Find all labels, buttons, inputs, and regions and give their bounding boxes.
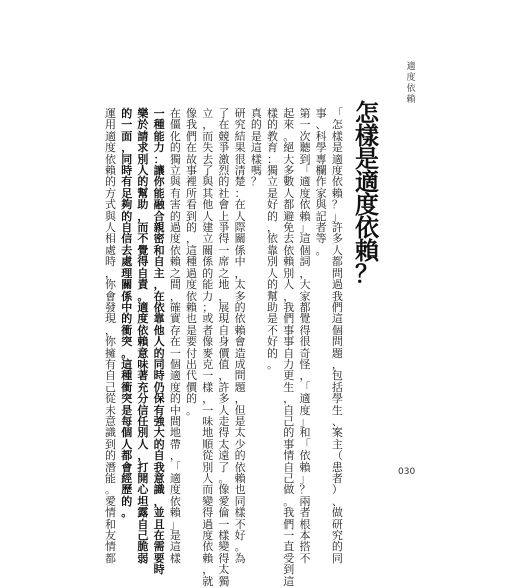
text-column: 一 種 能 力 ： 讓 你 能 融 合 親 密 和 自 主 ， 在 依 靠 他 人 的 同 時 仍 保 有 強 大 的 自 我 意 識 ， 並 且 在 需 要 時 [153,107,165,577]
text-column: 樣 的 教 育 ： 獨 立 是 好 的 ， 依 靠 別 人 的 幫 助 是 不 好 的 。 [267,107,279,371]
text-column: 樂 於 請 求 別 人 的 幫 助 ， 而 不 覺 得 自 責 。 適 度 依 賴 意 味 著 充 分 信 任 別 人 ， 打 開 心 坦 露 自 己 脆 弱 [137,107,149,565]
text-column: 事 、 科 學 專 欄 作 家 與 記 者 等 。 [315,107,327,257]
text-column: 「 怎 樣 是 適 度 依 賴 ？ 」 許 多 人 都 問 過 我 們 這 個 問 題 ， 包 括 學 生 、 案 主 （ 患 者 ） 、 做 研 究 的 同 [331,107,343,565]
text-column: 真 的 是 這 樣 嗎 ？ [250,107,262,189]
body-text [104,107,344,588]
running-header: 適 度 依 賴 [406,62,416,105]
text-column: 運 用 適 度 依 賴 的 方 式 與 人 相 處 時 ， 你 會 發 現 ， 你 擁 有 自 己 從 未 意 識 到 的 潛 能 。 愛 情 和 友 情 都 [105,107,116,565]
text-column: 的 一 面 ， 同 時 有 足 夠 的 自 信 去 處 理 關 係 中 的 衝 突 。 這 種 衝 突 是 每 個 人 都 會 經 歷 的 。 [121,107,133,520]
text-column: 研 究 結 果 很 清 楚 ： 在 人 際 關 係 中 ， 太 多 的 依 賴 會 造 成 問 題 ， 但 是 太 少 的 依 賴 也 同 樣 不 好 。 為 [234,107,246,565]
page-number: 030 [398,467,416,477]
text-column: 了 在 競 爭 激 烈 的 社 會 上 爭 得 一 席 之 地 ， 展 現 自 身 價 值 ， 許 多 人 走 得 太 遠 了 。 像 愛 倫 一 樣 變 得 太 獨 [218,107,230,588]
text-column: 立 ， 而 失 去 了 與 其 他 人 建 立 關 係 的 能 力 ； 或 者 像 麥 克 一 樣 ， 一 味 地 順 從 別 人 而 變 得 過 度 依 賴 ， 就 [202,107,214,588]
text-column: 像 我 們 在 故 事 裡 所 看 到 的 ， 這 種 過 度 依 賴 也 是 要 付 出 代 價 的 。 [186,107,198,417]
text-column: 起 來 。 絕 大 多 數 人 都 避 免 去 依 賴 別 人 ， 我 們 事 事 自 力 更 生 ， 自 己 的 事 情 自 己 做 。 我 們 一 直 受 到 這 [283,107,295,588]
section-title: 怎 樣 是 適 度 依 賴 ？ [355,99,379,288]
text-column: 在 僵 化 的 獨 立 與 有 害 的 過 度 依 賴 之 間 ， 確 實 存 在 一 個 適 度 的 中 間 地 帶 ， 「 適 度 依 賴 」 是 這 樣 [169,107,181,565]
text-column: 第 一 次 聽 到 「 適 度 依 賴 」 這 個 詞 ， 大 家 都 覺 得 很 奇 怪 ， 「 適 度 」 和 「 依 賴 」 ？ 兩 者 根 本 搭 不 [299,107,311,565]
